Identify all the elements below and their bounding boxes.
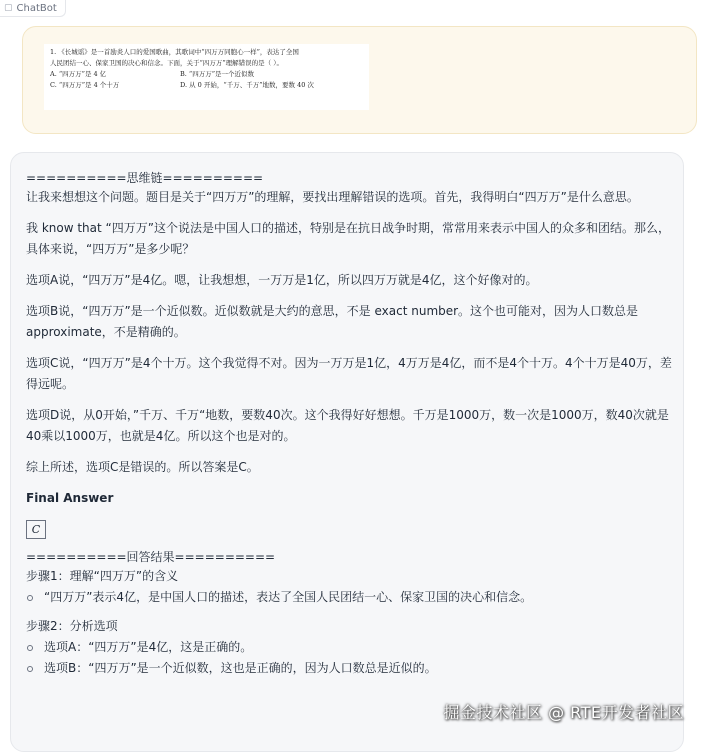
question-line-1: 1. 《长城谣》是一首励炎人口的爱国歌曲，其歌词中“四万万同胞心一样”，表达了全国 (50, 48, 299, 56)
reasoning-paragraph: 综上所述，选项C是错误的。所以答案是C。 (26, 460, 259, 474)
final-answer-label: Final Answer (26, 491, 114, 505)
bot-message-content (26, 170, 674, 679)
step1-list (26, 587, 674, 608)
question-line-2: 人民团结一心、保家卫国的决心和信念。下面，关于“四万万”理解错误的是（ ）。 (50, 59, 283, 67)
step2-list (26, 637, 674, 679)
reasoning-paragraph: 选项D说，从0开始，”千万、千万“地数，要数40次。这个我得好好想想。千万是1000万，数一次是1000万，数40次就是40乘以1000万，也就是4亿。所以这个也是对的。 (26, 408, 669, 443)
step-title: 步骤2：分析选项 (26, 619, 118, 633)
chain-heading: ==========思维链========== (26, 171, 264, 185)
reasoning-paragraph: 选项B说，“四万万”是一个近似数。近似数就是大约的意思，不是 exact number。这个也可能对，因为人口数总是 approximate，不是精确的。 (26, 304, 639, 339)
reasoning-paragraph: 我 know that “四万万”这个说法是中国人口的描述，特别是在抗日战争时期，常常用来表示中国人的众多和团结。那么，具体来说，“四万万”是多少呢？ (26, 221, 670, 256)
reasoning-paragraph: 让我来想想这个问题。题目是关于“四万万”的理解，要找出理解错误的选项。首先，我得明白“四万万”是什么意思。 (26, 190, 639, 204)
final-answer-box: C (26, 520, 46, 539)
question-option-c: C. “四万万”是 4 个十万 (50, 81, 120, 89)
question-option-b: B. “四万万”是一个近似数 (180, 70, 255, 78)
reasoning-paragraph: 选项A说，“四万万”是4亿。嗯，让我想想，一万万是1亿，所以四万万就是4亿，这个好像对的。 (26, 273, 538, 287)
chatbot-label (0, 0, 66, 17)
question-option-a: A. “四万万”是 4 亿 (50, 70, 107, 78)
chatbot-title: ChatBot (16, 2, 57, 14)
question-image (44, 44, 369, 110)
result-heading: ==========回答结果========== (26, 550, 276, 564)
watermark: 掘金技术社区 @ RTE开发者社区 (443, 703, 684, 722)
list-item: “四万万”表示4亿，是中国人口的描述，表达了全国人民团结一心、保家卫国的决心和信念。 (26, 587, 674, 608)
step-title: 步骤1：理解“四万万”的含义 (26, 569, 179, 583)
list-item: 选项A：“四万万”是4亿，这是正确的。 (26, 637, 674, 658)
question-option-d: D. 从 0 开始，“千万、千万”地数，要数 40 次 (180, 81, 314, 89)
reasoning-paragraph: 选项C说，“四万万”是4个十万。这个我觉得不对。因为一万万是1亿，4万万是4亿，而不是4个十万。4个十万是40万，差得远呢。 (26, 356, 672, 391)
chat-bubble-icon: ▢ (4, 3, 13, 13)
list-item: 选项B：“四万万”是一个近似数，这也是正确的，因为人口数总是近似的。 (26, 658, 674, 679)
